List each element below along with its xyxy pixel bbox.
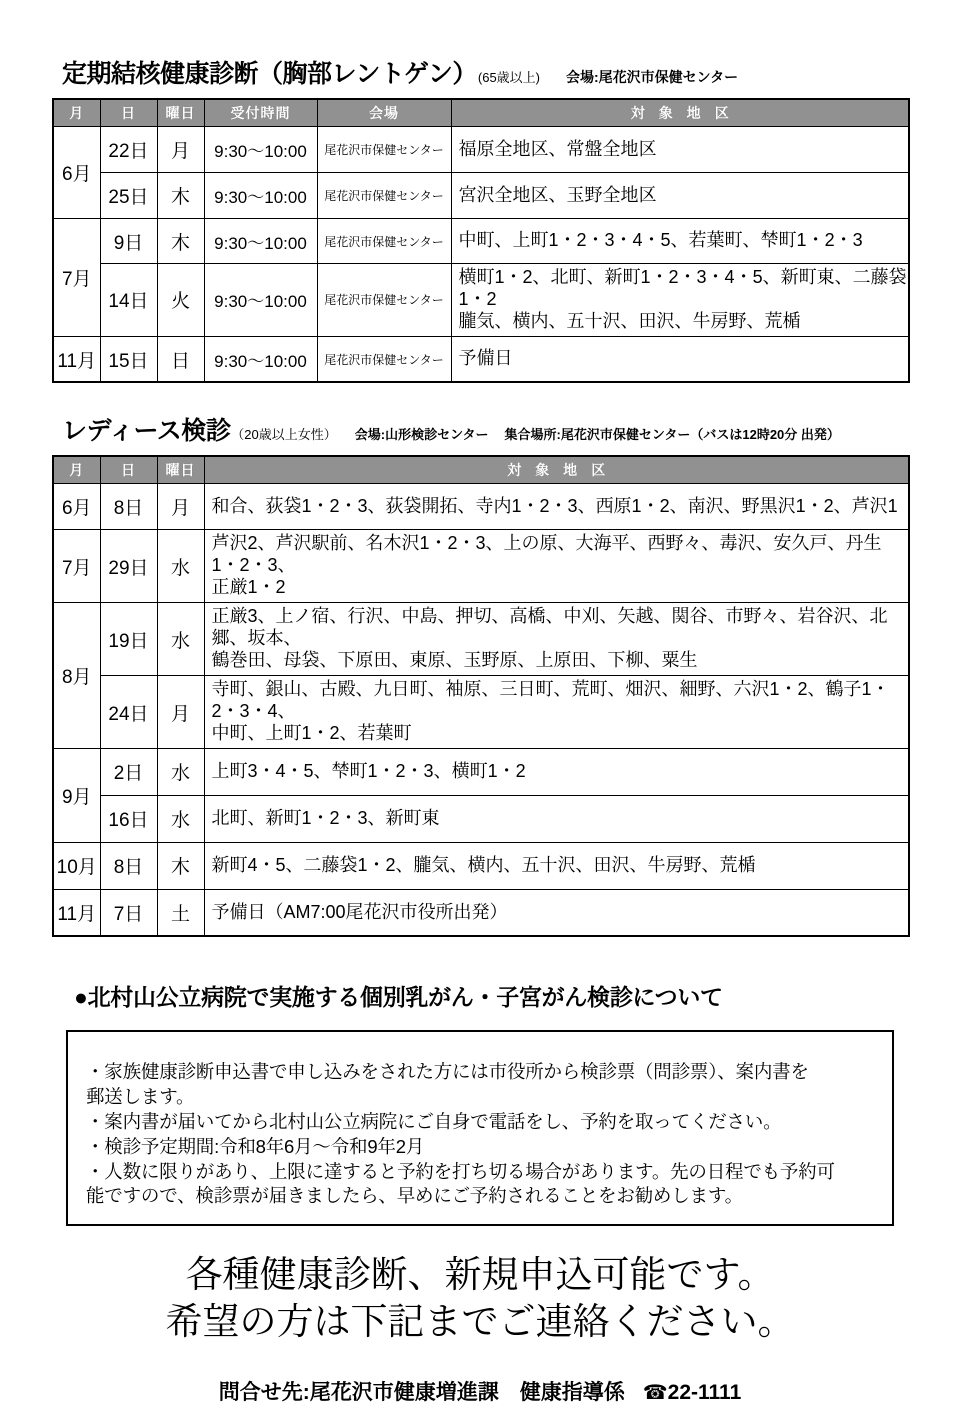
cell-month: 8月	[53, 603, 100, 749]
cell-dow: 木	[157, 173, 204, 219]
cell-area: 寺町、銀山、古殿、九日町、袖原、三日町、荒町、畑沢、細野、六沢1・2、鶴子1・2・3・4、 中町、上町1・2、若葉町	[204, 676, 909, 749]
col-header-venue: 会場	[317, 99, 451, 127]
cell-time: 9:30〜10:00	[204, 336, 317, 382]
hospital-notice-box	[66, 1030, 894, 1226]
cell-area: 和合、荻袋1・2・3、荻袋開拓、寺内1・2・3、西原1・2、南沢、野黒沢1・2、芦沢1	[204, 484, 909, 530]
cell-area: 新町4・5、二藤袋1・2、朧気、横内、五十沢、田沢、牛房野、荒楯	[204, 842, 909, 889]
cell-dow: 水	[157, 603, 204, 676]
ladies-table-body	[53, 484, 909, 937]
cell-month: 7月	[53, 219, 100, 337]
cell-area: 正厳3、上ノ宿、行沢、中島、押切、高橋、中刈、矢越、関谷、市野々、岩谷沢、北郷、坂本、 鶴巻田、母袋、下原田、東原、玉野原、上原田、下柳、粟生	[204, 603, 909, 676]
cell-dow: 日	[157, 336, 204, 382]
col-header-month: 月	[53, 456, 100, 484]
tuberculosis-table-body	[53, 127, 909, 383]
cell-day: 25日	[100, 173, 157, 219]
cell-dow: 木	[157, 219, 204, 264]
table-row	[53, 336, 909, 382]
cell-time: 9:30〜10:00	[204, 127, 317, 173]
cell-area: 予備日	[451, 336, 909, 382]
col-header-reception-time: 受付時間	[204, 99, 317, 127]
table-row	[53, 127, 909, 173]
col-header-dow: 曜日	[157, 456, 204, 484]
cta-line-1: 各種健康診断、新規申込可能です。	[185, 1254, 775, 1296]
cell-day: 19日	[100, 603, 157, 676]
cell-day: 22日	[100, 127, 157, 173]
table-header-row	[53, 456, 909, 484]
tuberculosis-venue-label: 会場:尾花沢市保健センター	[566, 69, 739, 85]
cell-day: 16日	[100, 795, 157, 842]
document-page	[0, 54, 960, 1411]
contact-line	[0, 1376, 960, 1406]
table-row	[53, 219, 909, 264]
ladies-meeting-label: 集合場所:尾花沢市保健センター（バスは12時20分 出発）	[504, 427, 840, 443]
table-row	[53, 484, 909, 530]
cell-area: 福原全地区、常盤全地区	[451, 127, 909, 173]
cell-area: 横町1・2、北町、新町1・2・3・4・5、新町東、二藤袋1・2 朧気、横内、五十沢、田沢、牛房野、荒楯	[451, 264, 909, 337]
table-row	[53, 795, 909, 842]
col-header-target-area: 対 象 地 区	[451, 99, 909, 127]
col-header-day: 日	[100, 456, 157, 484]
cell-time: 9:30〜10:00	[204, 173, 317, 219]
cell-dow: 水	[157, 748, 204, 795]
table-row	[53, 842, 909, 889]
col-header-target-area: 対 象 地 区	[204, 456, 909, 484]
table-row	[53, 173, 909, 219]
notice-item: ・案内書が届いてから北村山公立病院にご自身で電話をし、予約を取ってください。	[86, 1111, 782, 1132]
notice-item: ・家族健康診断申込書で申し込みをされた方には市役所から検診票（問診票）、案内書を 郵送します。	[86, 1061, 809, 1108]
cell-venue: 尾花沢市保健センター	[317, 219, 451, 264]
cell-dow: 月	[157, 676, 204, 749]
cell-dow: 水	[157, 795, 204, 842]
cell-month: 11月	[53, 336, 100, 382]
cell-day: 8日	[100, 842, 157, 889]
tuberculosis-title: 定期結核健康診断（胸部レントゲン）	[62, 60, 477, 88]
cell-venue: 尾花沢市保健センター	[317, 127, 451, 173]
cell-dow: 火	[157, 264, 204, 337]
cell-area: 芦沢2、芦沢駅前、名木沢1・2・3、上の原、大海平、西野々、毒沢、安久戸、丹生1・2・3、 正厳1・2	[204, 530, 909, 603]
cell-area: 予備日（AM7:00尾花沢市役所出発）	[204, 889, 909, 936]
cell-day: 7日	[100, 889, 157, 936]
contact-phone-number: 22-1111	[667, 1380, 742, 1404]
cell-area: 中町、上町1・2・3・4・5、若葉町、梺町1・2・3	[451, 219, 909, 264]
notice-item: ・人数に限りがあり、上限に達すると予約を打ち切る場合があります。先の日程でも予約可 能ですので、検診票が届きましたら、早めにご予約されることをお勧めします。	[86, 1160, 835, 1207]
cell-month: 6月	[53, 484, 100, 530]
cell-day: 14日	[100, 264, 157, 337]
table-row	[53, 676, 909, 749]
table-row	[53, 530, 909, 603]
cell-venue: 尾花沢市保健センター	[317, 173, 451, 219]
cell-day: 8日	[100, 484, 157, 530]
hospital-notice-heading: ●北村山公立病院で実施する個別乳がん・子宮がん検診について	[74, 984, 723, 1011]
col-header-dow: 曜日	[157, 99, 204, 127]
hospital-notice-list	[86, 1060, 874, 1209]
cell-area: 北町、新町1・2・3、新町東	[204, 795, 909, 842]
tuberculosis-section-heading	[0, 54, 960, 90]
notice-item: ・検診予定期間:令和8年6月〜令和9年2月	[86, 1135, 425, 1157]
col-header-month: 月	[53, 99, 100, 127]
cell-dow: 月	[157, 484, 204, 530]
table-row	[53, 264, 909, 337]
cell-day: 9日	[100, 219, 157, 264]
cell-area: 上町3・4・5、梺町1・2・3、横町1・2	[204, 748, 909, 795]
cell-time: 9:30〜10:00	[204, 219, 317, 264]
tuberculosis-schedule-table	[52, 98, 910, 383]
cell-month: 11月	[53, 889, 100, 936]
cell-day: 2日	[100, 748, 157, 795]
cell-day: 24日	[100, 676, 157, 749]
cell-month: 6月	[53, 127, 100, 219]
cell-dow: 水	[157, 530, 204, 603]
tuberculosis-age-note: (65歳以上)	[477, 70, 541, 85]
cell-day: 15日	[100, 336, 157, 382]
cell-month: 7月	[53, 530, 100, 603]
table-header-row	[53, 99, 909, 127]
cell-venue: 尾花沢市保健センター	[317, 336, 451, 382]
cell-time: 9:30〜10:00	[204, 264, 317, 337]
table-row	[53, 889, 909, 936]
contact-text: 問合せ先:尾花沢市健康増進課 健康指導係	[218, 1380, 625, 1404]
cell-month: 9月	[53, 748, 100, 842]
ladies-venue-label: 会場:山形検診センター	[354, 427, 489, 443]
cell-dow: 土	[157, 889, 204, 936]
cta-line-2: 希望の方は下記までご連絡ください。	[165, 1301, 795, 1343]
table-row	[53, 748, 909, 795]
call-to-action	[0, 1252, 960, 1345]
table-row	[53, 603, 909, 676]
cell-area: 宮沢全地区、玉野全地区	[451, 173, 909, 219]
ladies-title: レディース検診	[62, 417, 231, 446]
ladies-age-note: （20歳以上女性）	[231, 427, 337, 443]
cell-venue: 尾花沢市保健センター	[317, 264, 451, 337]
cell-day: 29日	[100, 530, 157, 603]
col-header-day: 日	[100, 99, 157, 127]
ladies-section-heading	[0, 411, 960, 447]
cell-month: 10月	[53, 842, 100, 889]
cell-dow: 木	[157, 842, 204, 889]
telephone-icon: ☎	[642, 1381, 668, 1404]
ladies-schedule-table	[52, 455, 910, 937]
cell-dow: 月	[157, 127, 204, 173]
